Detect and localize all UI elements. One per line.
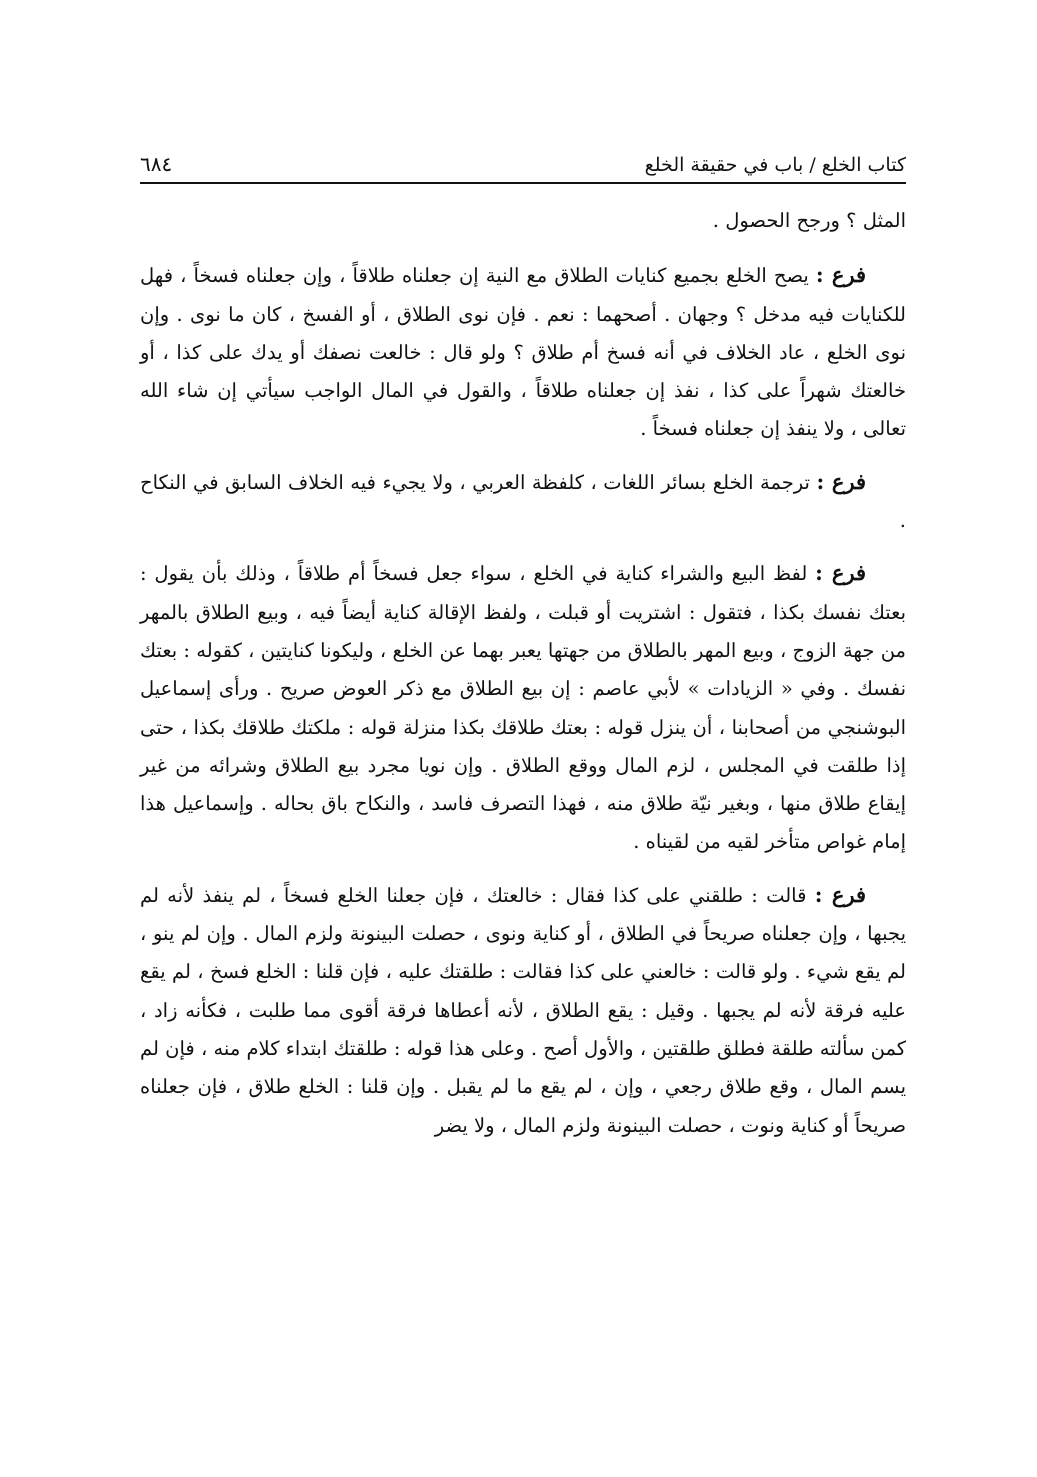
- page-number: ٦٨٤: [140, 152, 173, 176]
- paragraph-lead: فرع :: [816, 468, 867, 494]
- chapter-title: كتاب الخلع / باب في حقيقة الخلع: [644, 154, 906, 176]
- paragraph-lead: فرع :: [815, 262, 866, 288]
- paragraph-text: يصح الخلع بجميع كنايات الطلاق مع النية إن جعلناه طلاقاً ، وإن جعلناه فسخاً ، فهل للكنايات فيه مدخل ؟ وجهان . أصحهما : نعم . فإن نوى الطلاق ، أو الفسخ ، كان ما نوى . وإن نوى الخلع ، عاد الخلاف في أنه فسخ أم طلاق ؟ ولو قال : خالعت نصفك أو يدك على كذا ، أو خالعتك شهراً على كذا ، نفذ إن جعلناه طلاقاً ، والقول في المال الواجب سيأتي إن شاء الله تعالى ، ولا ينفذ إن جعلناه فسخاً .: [140, 264, 906, 441]
- book-page: [140, 140, 906, 1380]
- paragraph: [140, 554, 906, 861]
- body-text: [140, 202, 906, 1145]
- paragraph-lead: فرع :: [814, 881, 867, 907]
- running-header: [140, 140, 906, 184]
- paragraph-text: ترجمة الخلع بسائر اللغات ، كلفظة العربي ، ولا يجيء فيه الخلاف السابق في النكاح .: [140, 470, 906, 533]
- paragraph: [140, 256, 906, 448]
- paragraph-text: لفظ البيع والشراء كناية في الخلع ، سواء جعل فسخاً أم طلاقاً ، وذلك بأن يقول : بعتك نفسك بكذا ، فتقول : اشتريت أو قبلت ، ولفظ الإقالة كناية أيضاً فيه ، وبيع الطلاق بالمهر من جهة الزوج ، وبيع المهر بالطلاق من جهتها يعبر بهما عن الخلع ، وليكونا كنايتين ، كقوله : بعتك نفسك . وفي « الزيادات » لأبي عاصم : إن بيع الطلاق مع ذكر العوض صريح . ورأى إسماعيل البوشنجي من أصحابنا ، أن ينزل قوله : بعتك طلاقك بكذا منزلة قوله : ملكتك طلاقك بكذا ، حتى إذا طلقت في المجلس ، لزم المال ووقع الطلاق . وإن نويا مجرد بيع الطلاق وشرائه من غير إيقاع طلاق منها ، وبغير نيّة طلاق منه ، فهذا التصرف فاسد ، والنكاح باق بحاله . وإسماعيل هذا إمام غواص متأخر لقيه من لقيناه .: [140, 562, 906, 854]
- paragraph: [140, 202, 906, 240]
- paragraph-text: قالت : طلقني على كذا فقال : خالعتك ، فإن جعلنا الخلع فسخاً ، لم ينفذ لأنه لم يجبها ، وإن جعلناه صريحاً في الطلاق ، أو كناية ونوى ، حصلت البينونة ولزم المال . وإن لم ينو ، لم يقع شيء . ولو قالت : خالعني على كذا فقالت : طلقتك عليه ، فإن قلنا : الخلع فسخ ، لم يقع عليه فرقة لأنه لم يجبها . وقيل : يقع الطلاق ، لأنه أعطاها فرقة أقوى مما طلبت ، فكأنه زاد ، كمن سألته طلقة فطلق طلقتين ، والأول أصح . وعلى هذا قوله : طلقتك ابتداء كلام منه ، فإن لم يسم المال ، وقع طلاق رجعي ، وإن ، لم يقع ما لم يقبل . وإن قلنا : الخلع طلاق ، فإن جعلناه صريحاً أو كناية ونوت ، حصلت البينونة ولزم المال ، ولا يضر: [140, 883, 906, 1137]
- paragraph-text: المثل ؟ ورجح الحصول .: [712, 209, 906, 232]
- paragraph-lead: فرع :: [815, 560, 866, 586]
- paragraph: [140, 463, 906, 541]
- paragraph: [140, 876, 906, 1145]
